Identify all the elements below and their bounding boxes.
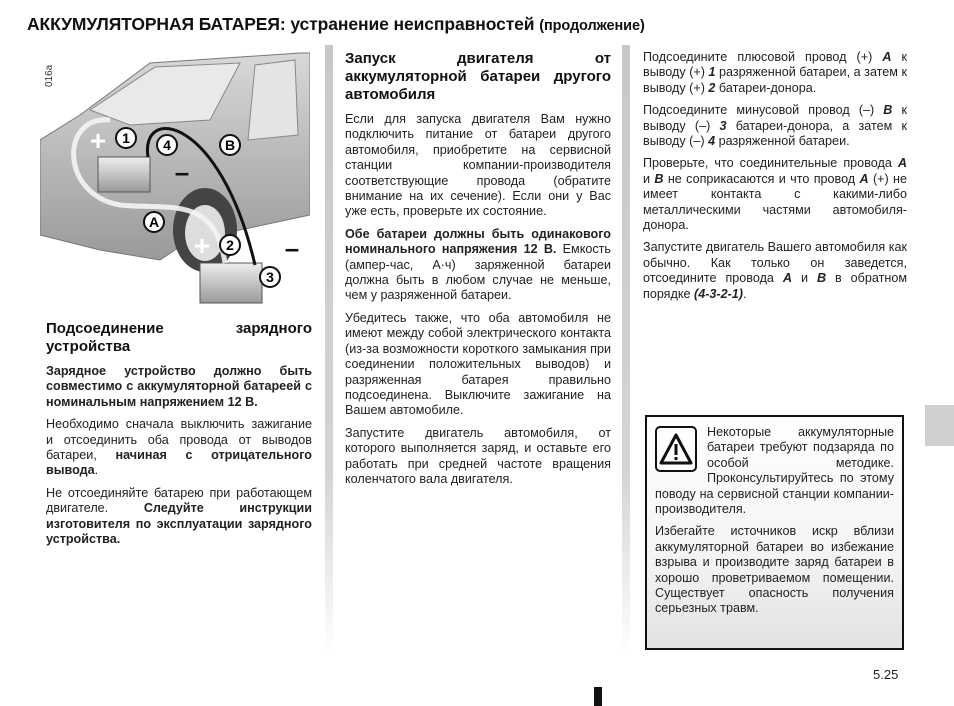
minus-sign-4: – bbox=[174, 157, 190, 187]
body-text: разряженной батареи. bbox=[715, 134, 850, 149]
car-window bbox=[248, 60, 298, 140]
emphasis-text: A bbox=[897, 156, 907, 171]
warning-triangle-icon bbox=[655, 426, 697, 472]
body-text: Необходимо сначала выключить зажигание и отсоединить оба провода от выводов батареи, bbox=[46, 417, 312, 463]
paragraph bbox=[46, 417, 312, 479]
column-divider bbox=[622, 45, 630, 655]
column-divider bbox=[325, 45, 333, 655]
body-text: в обратном порядке bbox=[643, 271, 907, 301]
column-connection-steps bbox=[643, 50, 907, 309]
emphasis-text: 4 bbox=[708, 134, 716, 149]
emphasis-text: 2 bbox=[708, 80, 716, 95]
emphasis-text: 1 bbox=[708, 65, 716, 80]
minus-sign-3: – bbox=[284, 233, 300, 263]
body-text: Подсоедините минусовой провод (–) bbox=[643, 103, 884, 118]
figure-code: 016a bbox=[44, 64, 55, 87]
donor-battery bbox=[200, 263, 262, 303]
emphasis-text: A bbox=[882, 50, 892, 64]
emphasis-text: A bbox=[782, 271, 792, 286]
body-text: к выводу (+) bbox=[643, 50, 907, 80]
section-tab bbox=[925, 405, 954, 446]
body-text: к выводу (–) bbox=[643, 103, 907, 133]
emphasis-text: A bbox=[859, 171, 869, 186]
page-number: 5.25 bbox=[873, 667, 899, 682]
emphasis-text: Обе батареи должны быть одинакового номинального напряжения 12 В. bbox=[345, 226, 611, 257]
paragraph bbox=[345, 311, 611, 419]
body-text: Если для запуска двигателя Вам нужно подключить питание от батареи другого автомобиля, приобретите на сервисной станции компании-производителя соответствующие провода (обратите внимание на их сечение). Если они у Вас уже есть, проверьте их состояние. bbox=[345, 112, 611, 219]
jump-start-illustration bbox=[40, 45, 310, 305]
label-2: 2 bbox=[226, 237, 234, 253]
paragraph bbox=[345, 227, 611, 304]
body-text: Запустите двигатель автомобиля, от которого выполняется заряд, и оставьте его работать при средней частоте вращения коленчатого вала двигателя. bbox=[345, 425, 611, 486]
body-text: Убедитесь также, что оба автомобиля не имеют между собой электрического контакта (из-за возможности короткого замыкания при соединении положительных выводов) и разряженная батарея правильно подсоединена. Выключите зажигание на Вашем автомобиле. bbox=[345, 310, 611, 418]
warning-box bbox=[645, 415, 904, 650]
emphasis-text: B bbox=[654, 171, 664, 186]
charger-body bbox=[46, 364, 312, 547]
emphasis-text: 3 bbox=[719, 118, 727, 133]
paragraph bbox=[46, 364, 312, 410]
column-charger bbox=[46, 320, 312, 554]
body-text: и bbox=[643, 171, 655, 186]
emphasis-text: Следуйте инструкции изготовителя по эксплуатации зарядного устройства. bbox=[46, 501, 313, 547]
page-title bbox=[27, 14, 645, 35]
body-text: Не отсоединяйте батарею при работающем двигателе. bbox=[46, 485, 312, 516]
jump-start-body bbox=[345, 112, 611, 487]
paragraph bbox=[345, 426, 611, 488]
emphasis-text: B bbox=[883, 103, 893, 118]
body-text: Емкость (ампер-час, А·ч) заряженной батареи должна быть в любом случае не меньше, чем у разряженной батареи. bbox=[345, 242, 611, 303]
paragraph bbox=[46, 486, 312, 548]
label-a: A bbox=[148, 214, 160, 230]
paragraph bbox=[655, 524, 894, 616]
body-text: Проверьте, что соединительные провода bbox=[643, 156, 898, 171]
page-title-main: АККУМУЛЯТОРНАЯ БАТАРЕЯ: устранение неисправностей bbox=[27, 14, 535, 34]
body-text: (+) не имеет контакта с какими-либо металлическими частями автомобиля-донора. bbox=[643, 171, 907, 233]
body-text: Подсоедините плюсовой провод (+) bbox=[643, 50, 883, 64]
plus-sign-1: + bbox=[89, 125, 107, 156]
plus-sign-2: + bbox=[193, 230, 211, 261]
label-3: 3 bbox=[266, 269, 274, 285]
connection-steps-body bbox=[643, 50, 907, 302]
paragraph bbox=[643, 103, 907, 149]
body-text: Некоторые аккумуляторные батареи требуют подзаряда по особой методике. Проконсультируйтесь по этому поводу на сервисной станции компании-производителя. bbox=[655, 425, 894, 517]
charger-heading: Подсоединение зарядного устройства bbox=[46, 320, 312, 355]
paragraph bbox=[643, 240, 907, 302]
paragraph bbox=[643, 50, 907, 96]
emphasis-text: (4-3-2-1) bbox=[694, 286, 744, 301]
discharged-battery bbox=[98, 157, 150, 192]
page-title-sub: (продолжение) bbox=[539, 18, 645, 34]
emphasis-text: начиная с отрицательного вывода bbox=[46, 448, 312, 478]
body-text: не соприкасаются и что провод bbox=[663, 171, 860, 186]
body-text: Запустите двигатель Вашего автомобиля как обычно. Как только он заведется, отсоедините провода bbox=[643, 240, 907, 286]
label-4: 4 bbox=[163, 137, 171, 153]
emphasis-text: Зарядное устройство должно быть совместимо с аккумуляторной батареей с номинальным напряжением 12 В. bbox=[46, 364, 312, 409]
paragraph bbox=[643, 156, 907, 233]
body-text: . bbox=[743, 286, 747, 301]
emphasis-text: B bbox=[816, 271, 827, 286]
paragraph bbox=[345, 112, 611, 220]
body-text: и bbox=[792, 271, 817, 286]
body-text: батареи-донора. bbox=[715, 80, 817, 95]
body-text: . bbox=[94, 463, 99, 478]
print-mark bbox=[594, 687, 602, 706]
body-text: батареи-донора, а затем к выводу (–) bbox=[643, 118, 907, 149]
body-text: Избегайте источников искр вблизи аккумуляторной батареи во избежание взрыва и производите заряд батареи в хорошо проветриваемом помещении. Существует опасность получения серьезных травм. bbox=[655, 524, 894, 616]
label-1: 1 bbox=[122, 130, 130, 146]
jump-start-heading: Запуск двигателя от аккумуляторной батареи другого автомобиля bbox=[345, 50, 611, 103]
label-b: B bbox=[224, 137, 236, 153]
body-text: разряженной батареи, а затем к выводу (+) bbox=[643, 65, 908, 95]
column-jump-start bbox=[345, 50, 611, 494]
